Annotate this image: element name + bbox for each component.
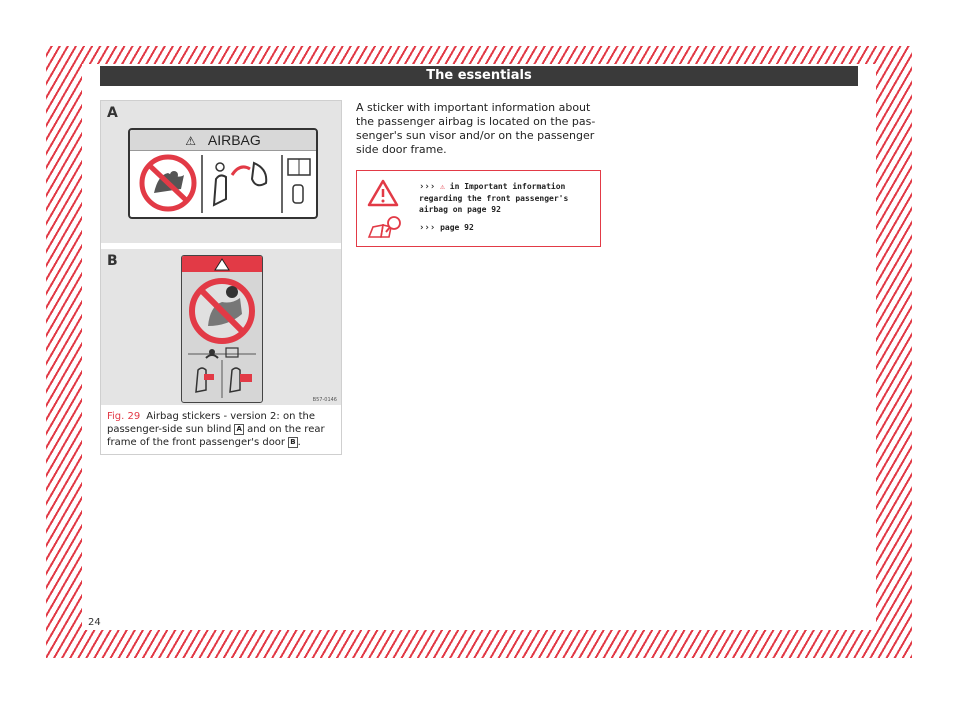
airbag-sticker-b: [181, 255, 263, 403]
figure-number: Fig. 29: [107, 411, 141, 422]
sticker-a-title: AIRBAG: [207, 132, 261, 148]
seat-airbag-on-icon: [230, 368, 252, 392]
warning-small-icon: ⚠: [440, 182, 445, 191]
chevron-icon: ›››: [419, 223, 436, 233]
airbag-sticker-a: [128, 128, 318, 219]
panel-b: [101, 249, 341, 405]
sticker-a-title-bar: [130, 130, 316, 151]
body-paragraph: A sticker with important information about the passenger airbag is located on the pas-senger's sun visor and/or on the passenger side door frame.: [356, 101, 596, 156]
book-magnifier-icon: [367, 215, 403, 239]
warning-reference[interactable]: [419, 181, 597, 215]
page-number: 24: [88, 617, 101, 628]
figure-29: [100, 100, 342, 455]
image-code: B57-0146: [312, 397, 337, 403]
sticker-b-pictograms: [182, 256, 262, 402]
no-rear-facing-child-seat-icon: [142, 157, 194, 209]
section-header: The essentials: [100, 66, 858, 86]
chevron-icon: ›››: [419, 182, 436, 192]
warning-triangle-icon: ⚠: [185, 134, 196, 148]
reference-box: [356, 170, 601, 247]
warning-icon: [367, 179, 399, 207]
no-child-seat-airbag-icon: [192, 281, 252, 341]
page-reference[interactable]: [419, 223, 474, 233]
panel-a: [101, 101, 341, 243]
figure-caption: [107, 410, 337, 449]
panel-b-label: B: [107, 253, 118, 269]
caption-end: .: [297, 437, 301, 448]
page-reference-text: page 92: [440, 223, 474, 232]
warning-reference-text: in Important information regarding the front passenger's airbag on page 92: [419, 182, 569, 214]
caption-box-a: A: [236, 425, 242, 433]
caption-text-2: and on the rear frame of the front passenger's door: [107, 424, 325, 448]
panel-a-label: A: [107, 105, 118, 121]
caption-text-1: Airbag stickers - version 2: on the passenger-side sun blind: [107, 411, 316, 435]
airbag-deploy-icon: [214, 163, 266, 205]
read-manual-icon: [288, 159, 310, 203]
caption-box-b: B: [290, 438, 296, 446]
sticker-a-pictograms: [130, 151, 316, 216]
seat-airbag-off-icon: [196, 368, 214, 392]
manual-small-icon: [226, 348, 238, 357]
